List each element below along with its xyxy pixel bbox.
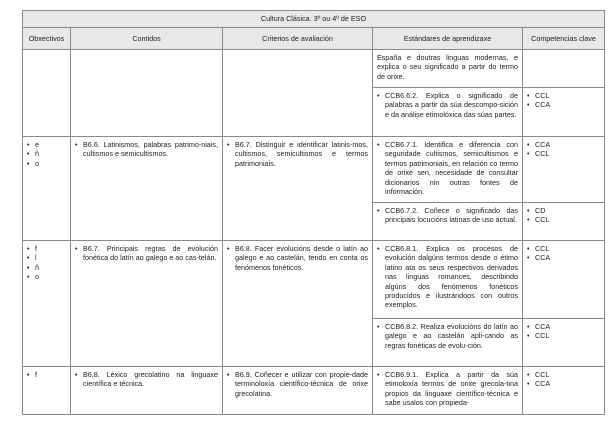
competencies-cell [523, 88, 605, 137]
standard-cell [373, 137, 523, 203]
objective-item: • o [27, 272, 66, 281]
content-cell [71, 241, 223, 367]
header-competencies: Competencias clave [523, 28, 605, 50]
competency-item: • CCA [527, 379, 600, 388]
header-standards: Estándares de aprendizaxe [373, 28, 523, 50]
objective-item: • e [27, 140, 66, 149]
objective-item: • f [27, 244, 66, 253]
competency-item: • CCL [527, 149, 600, 158]
objective-item: • ñ [27, 263, 66, 272]
standard-text: • CCB6.7.1. Identifica e diferencia con seguridade cultismos, semicultismos e termos patrimoniais, en relación co termo de orixe sen, necesidade de consultar dicionarios nin outras fontes de información. [377, 140, 518, 196]
content-cell [71, 367, 223, 415]
criterion-cell [223, 137, 373, 241]
curriculum-table [22, 10, 605, 415]
competency-item: • CCA [527, 253, 600, 262]
header-content: Contidos [71, 28, 223, 50]
objectives-cell [23, 50, 71, 137]
content-text: • B6.8. Léxico grecolatino na linguaxe científica e técnica. [75, 370, 218, 389]
competency-item: • CCL [527, 331, 600, 340]
standard-text: • CCB6.9.1. Explica a partir da súa etimoloxía termos de orixe grecola-tina propios da linguaxe científico-técnica e sabe usalos con propieda- [377, 370, 518, 408]
objective-item: • ñ [27, 149, 66, 158]
objective-item: • f [27, 370, 66, 379]
standard-cell [373, 319, 523, 367]
content-text: • B6.7. Principais regras de evolución fonética do latín ao galego e ao cas-telán. [75, 244, 218, 263]
objectives-cell [23, 367, 71, 415]
standard-cell [373, 241, 523, 319]
content-text: • B6.6. Latinismos, palabras patrimo-niais, cultismos e semicultismos. [75, 140, 218, 159]
criterion-cell [223, 241, 373, 367]
competency-item: • CCA [527, 100, 600, 109]
competency-item: • CD [527, 206, 600, 215]
competency-item: • CCL [527, 244, 600, 253]
criterion-text: • B6.9. Coñecer e utilizar con propie-dade terminoloxía científico-técnica de orixe grecolatina. [227, 370, 368, 398]
criterion-text: • B6.8. Facer evolucións desde o latín ao galego e ao castelán, tendo en conta os fenómenos fonéticos. [227, 244, 368, 272]
competencies-cell [523, 241, 605, 319]
competencies-cell [523, 367, 605, 415]
competency-item: • CCL [527, 91, 600, 100]
standard-text: • CCB6.8.2. Realiza evolucións do latín ao galego e ao castelán apli-cando as regras fonéticas de evolu-ción. [377, 322, 518, 350]
standard-cell [373, 88, 523, 137]
competencies-cell [523, 203, 605, 241]
standard-text: • CCB6.8.1. Explica os procesos de evolución dalgúns termos desde o étimo latino ata os seus respectivos derivados nas linguas romances, describindo algúns dos fenómenos fonéticos producidos e ilustrándoos con outros exemplos. [377, 244, 518, 310]
objective-item: • o [27, 159, 66, 168]
content-cell [71, 50, 223, 137]
header-criteria: Criterios de avaliación [223, 28, 373, 50]
standard-text: • CCB6.7.2. Coñece o significado das principais locucións latinas de uso actual. [377, 206, 518, 225]
header-objectives: Obxectivos [23, 28, 71, 50]
criterion-text: • B6.7. Distinguir e identificar latinis-mos, cultismos, semicultismos e termos patrimoniais. [227, 140, 368, 168]
criterion-cell [223, 50, 373, 137]
competency-item: • CCA [527, 322, 600, 331]
standard-text: • CCB6.6.2. Explica o significado de palabras a partir da súa descompo-sición e da análise etimolóxica das súas partes. [377, 91, 518, 119]
competency-item: • CCL [527, 215, 600, 224]
competencies-cell [523, 319, 605, 367]
competencies-cell [523, 137, 605, 203]
competencies-cell [523, 50, 605, 88]
standard-cell [373, 203, 523, 241]
competency-item: • CCL [527, 370, 600, 379]
standard-cell [373, 50, 523, 88]
objective-item: • l [27, 253, 66, 262]
objectives-cell [23, 241, 71, 367]
content-cell [71, 137, 223, 241]
criterion-cell [223, 367, 373, 415]
competency-item: • CCA [527, 140, 600, 149]
standard-cell [373, 367, 523, 415]
standard-text: España e doutras linguas modernas, e explica o seu significado a partir do termo de orixe. [377, 53, 518, 81]
objectives-cell [23, 137, 71, 241]
table-title: Cultura Clásica. 3º ou 4º de ESO [23, 11, 605, 28]
